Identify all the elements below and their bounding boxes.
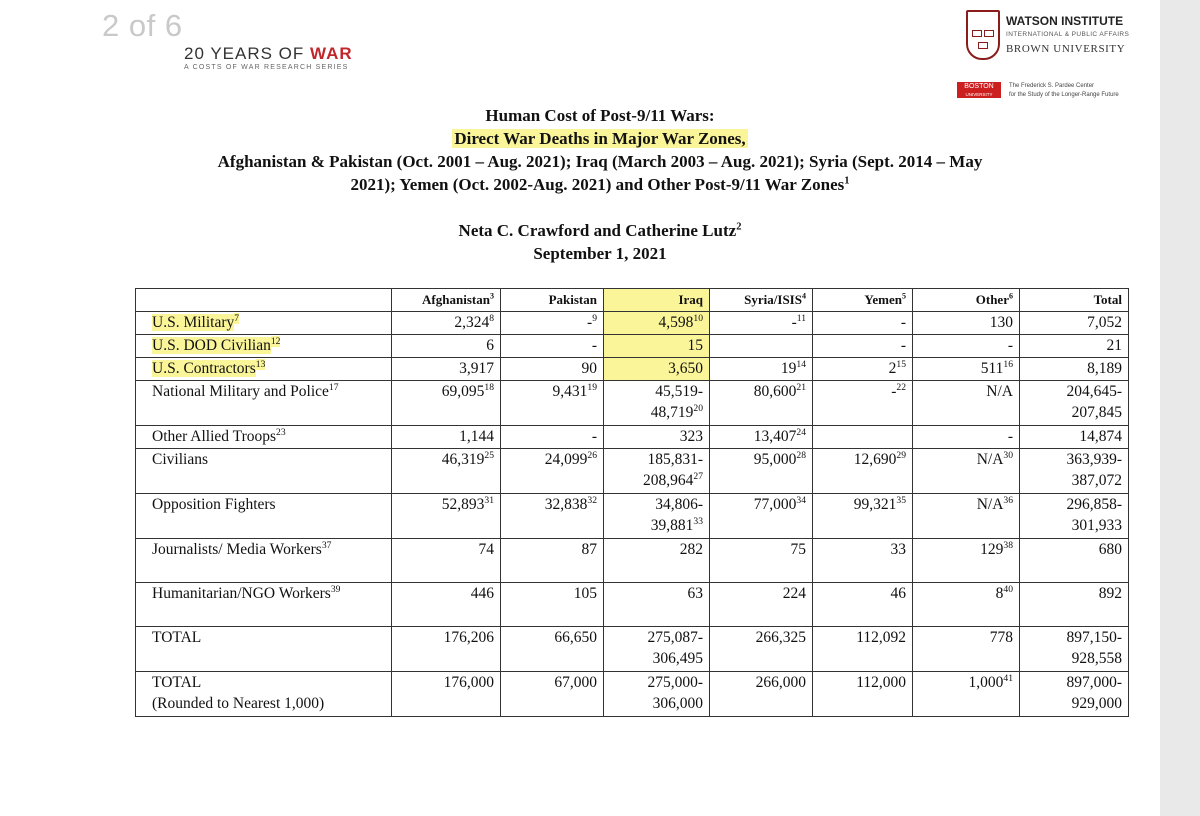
table-row: [136, 583, 1129, 627]
cell-pakistan: 105: [501, 583, 604, 627]
cell-afghanistan: 2,324$^8$: [392, 312, 501, 335]
doc-title-line1: Human Cost of Post-9/11 Wars:: [485, 106, 715, 125]
row-label: National Military and Police$^{17}$: [136, 381, 392, 426]
row-label: Opposition Fighters: [136, 494, 392, 539]
cell-pakistan: 9,431$^{19}$: [501, 381, 604, 426]
cell-yemen: -$^{22}$: [813, 381, 913, 426]
cell-iraq: 275,087- 306,495: [604, 627, 710, 672]
table-row: [136, 426, 1129, 449]
cell-pakistan: 66,650: [501, 627, 604, 672]
row-label: U.S. DOD Civilian$^{12}$: [136, 335, 392, 358]
row-label: U.S. Military$^7$: [136, 312, 392, 335]
cell-pakistan: 90: [501, 358, 604, 381]
cell-other: 1,000$^{41}$: [913, 672, 1020, 717]
cell-yemen: [813, 426, 913, 449]
cell-other: 130: [913, 312, 1020, 335]
cell-syria: 77,000$^{34}$: [710, 494, 813, 539]
column-header-pakistan: Pakistan: [501, 289, 604, 312]
table-header-row: [136, 289, 1129, 312]
cell-syria: 95,000$^{28}$: [710, 449, 813, 494]
table-row: [136, 358, 1129, 381]
column-header-other: Other$^6$: [913, 289, 1020, 312]
table-row: [136, 449, 1129, 494]
cell-pakistan: 67,000: [501, 672, 604, 717]
cell-other: 778: [913, 627, 1020, 672]
cell-yemen: 112,000: [813, 672, 913, 717]
table-row: [136, 494, 1129, 539]
cell-total: 7,052: [1020, 312, 1129, 335]
cell-iraq: 3,650: [604, 358, 710, 381]
cell-syria: [710, 335, 813, 358]
cell-yemen: -: [813, 312, 913, 335]
page-indicator: 2 of 6: [102, 8, 183, 43]
cell-pakistan: 32,838$^{32}$: [501, 494, 604, 539]
cell-afghanistan: 1,144: [392, 426, 501, 449]
cell-iraq: 34,806- 39,881$^{33}$: [604, 494, 710, 539]
cell-iraq: 323: [604, 426, 710, 449]
cell-total: 21: [1020, 335, 1129, 358]
bu-box: BOSTON UNIVERSITY: [957, 82, 1001, 98]
series-subtitle: A COSTS OF WAR RESEARCH SERIES: [184, 64, 349, 71]
cell-iraq: 4,598$^{10}$: [604, 312, 710, 335]
cell-afghanistan: 46,319$^{25}$: [392, 449, 501, 494]
cell-afghanistan: 446: [392, 583, 501, 627]
cell-pakistan: 87: [501, 539, 604, 583]
row-label: Journalists/ Media Workers$^{37}$: [136, 539, 392, 583]
row-label: Other Allied Troops$^{23}$: [136, 426, 392, 449]
cell-syria: 224: [710, 583, 813, 627]
cell-total: 897,000- 929,000: [1020, 672, 1129, 717]
cell-yemen: -: [813, 335, 913, 358]
cell-afghanistan: 52,893$^{31}$: [392, 494, 501, 539]
doc-title-line4: 2021); Yemen (Oct. 2002-Aug. 2021) and Other Post-9/11 War Zones$^1$: [350, 175, 850, 194]
doc-date: September 1, 2021: [533, 244, 667, 263]
row-label: TOTAL: [136, 627, 392, 672]
cell-afghanistan: 69,095$^{18}$: [392, 381, 501, 426]
deaths-table: [135, 288, 1129, 717]
cell-yemen: 99,321$^{35}$: [813, 494, 913, 539]
table-row: [136, 627, 1129, 672]
cell-other: -: [913, 426, 1020, 449]
cell-afghanistan: 6: [392, 335, 501, 358]
table-row: [136, 312, 1129, 335]
cell-other: $N/A^{30}$: [913, 449, 1020, 494]
series-title: 20 YEARS OF: [184, 44, 305, 63]
cell-yemen: $2^{15}$: [813, 358, 913, 381]
cell-total: 363,939- 387,072: [1020, 449, 1129, 494]
cell-yemen: 12,690$^{29}$: [813, 449, 913, 494]
cell-afghanistan: 3,917: [392, 358, 501, 381]
cell-iraq: 15: [604, 335, 710, 358]
table-row: [136, 672, 1129, 717]
column-header-label: [136, 289, 392, 312]
cell-yemen: 46: [813, 583, 913, 627]
cell-other: -: [913, 335, 1020, 358]
doc-title-line2: Direct War Deaths in Major War Zones,: [454, 129, 746, 148]
watson-subtitle: INTERNATIONAL & PUBLIC AFFAIRS: [1006, 31, 1130, 38]
cell-iraq: 282: [604, 539, 710, 583]
row-label: Humanitarian/NGO Workers$^{39}$: [136, 583, 392, 627]
column-header-yemen: Yemen$^5$: [813, 289, 913, 312]
table-row: [136, 335, 1129, 358]
pardee-center-text: The Frederick S. Pardee Center for the Study of the Longer-Range Future: [1009, 83, 1119, 98]
row-label: U.S. Contractors$^{13}$: [136, 358, 392, 381]
cell-afghanistan: 176,000: [392, 672, 501, 717]
cell-iraq: 45,519- 48,719$^{20}$: [604, 381, 710, 426]
cell-total: 204,645- 207,845: [1020, 381, 1129, 426]
cell-other: $511^{16}$: [913, 358, 1020, 381]
cell-pakistan: 24,099$^{26}$: [501, 449, 604, 494]
brown-shield-icon: [966, 10, 1000, 60]
cell-iraq: 63: [604, 583, 710, 627]
table-body: [136, 312, 1129, 717]
cell-pakistan: -: [501, 335, 604, 358]
watson-name: WATSON INSTITUTE: [1006, 14, 1124, 28]
row-label: Civilians: [136, 449, 392, 494]
cell-syria: 80,600$^{21}$: [710, 381, 813, 426]
cell-total: 680: [1020, 539, 1129, 583]
cell-other: $N/A^{36}$: [913, 494, 1020, 539]
cell-syria: -$^{11}$: [710, 312, 813, 335]
cell-yemen: 33: [813, 539, 913, 583]
cell-pakistan: -$^9$: [501, 312, 604, 335]
cell-iraq: 275,000- 306,000: [604, 672, 710, 717]
cell-total: 14,874: [1020, 426, 1129, 449]
row-label: TOTAL (Rounded to Nearest 1,000): [136, 672, 392, 717]
cell-afghanistan: 176,206: [392, 627, 501, 672]
cell-afghanistan: 74: [392, 539, 501, 583]
watson-university: BROWN UNIVERSITY: [1006, 43, 1126, 55]
cell-other: $8^{40}$: [913, 583, 1020, 627]
doc-title-line3: Afghanistan & Pakistan (Oct. 2001 – Aug. 2021); Iraq (March 2003 – Aug. 2021); Syria (Sept. 2014 – May: [217, 152, 983, 171]
cell-syria: 13,407$^{24}$: [710, 426, 813, 449]
cell-syria: 266,325: [710, 627, 813, 672]
cell-yemen: 112,092: [813, 627, 913, 672]
cell-other: $129^{38}$: [913, 539, 1020, 583]
column-header-iraq: Iraq: [604, 289, 710, 312]
cell-total: 296,858- 301,933: [1020, 494, 1129, 539]
column-header-syria: Syria/ISIS$^4$: [710, 289, 813, 312]
table-row: [136, 539, 1129, 583]
cell-pakistan: -: [501, 426, 604, 449]
cell-syria: $19^{14}$: [710, 358, 813, 381]
cell-syria: 266,000: [710, 672, 813, 717]
cell-syria: 75: [710, 539, 813, 583]
cell-total: 892: [1020, 583, 1129, 627]
series-title-highlight: WAR: [310, 44, 353, 63]
cell-total: 897,150- 928,558: [1020, 627, 1129, 672]
series-logo: [184, 44, 353, 71]
column-header-afghanistan: Afghanistan$^3$: [392, 289, 501, 312]
doc-authors: Neta C. Crawford and Catherine Lutz$^2$: [458, 221, 742, 240]
cell-other: N/A: [913, 381, 1020, 426]
cell-iraq: 185,831- 208,964$^{27}$: [604, 449, 710, 494]
column-header-total: Total: [1020, 289, 1129, 312]
table-row: [136, 381, 1129, 426]
cell-total: 8,189: [1020, 358, 1129, 381]
